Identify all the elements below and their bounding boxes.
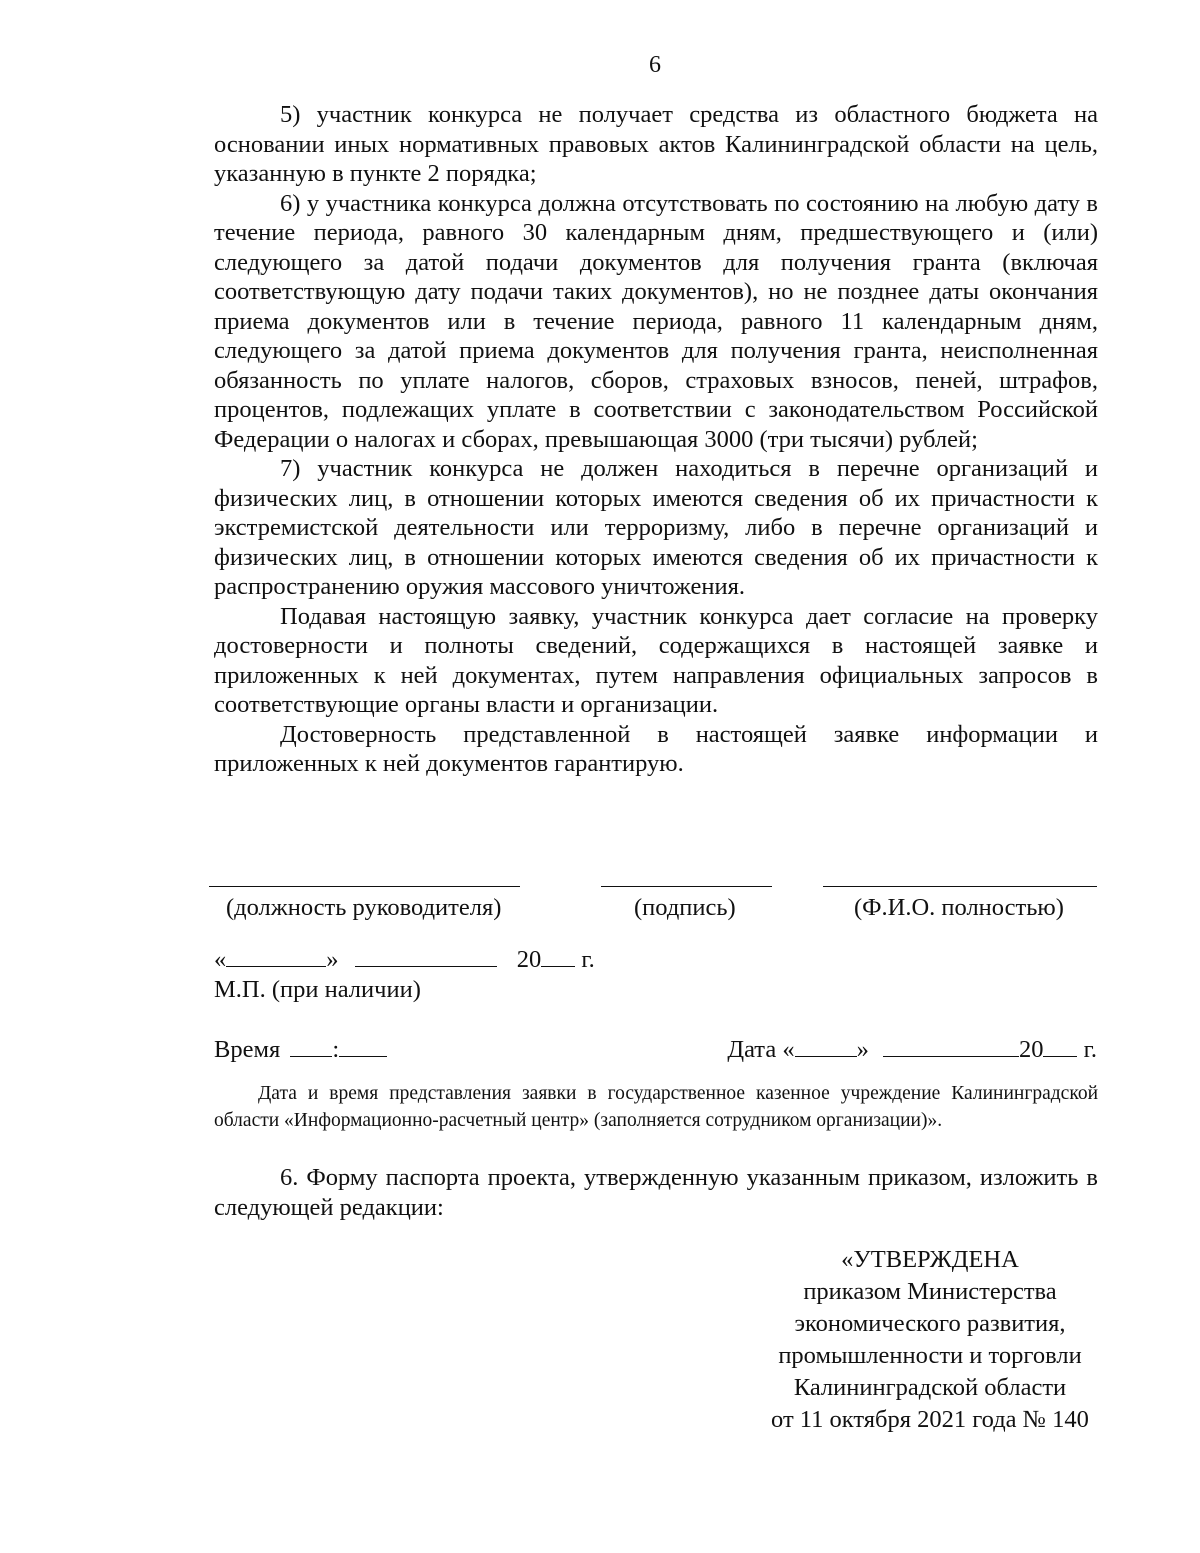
date-open-quote: « xyxy=(214,946,227,973)
signature-lines xyxy=(0,886,1200,888)
date2-year-blank xyxy=(1043,1034,1077,1057)
submission-date-row xyxy=(727,1034,1097,1064)
paragraph-item-6: 6) у участника конкурса должна отсутствовать по состоянию на любую дату в течение периода, равного 30 календарным дням, предшествующего и (или) следующего за датой подачи документов для получения гранта (включая соответствующую дату подачи таких документов), но не позднее даты окончания приема документов или в течение периода, равного 11 календарным дням, следующего за датой приема документов для получения гранта, неисполненная обязанность по уплате налогов, сборов, страховых взносов, пеней, штрафов, процентов, подлежащих уплате в соответствии с законодательством Российской Федерации о налогах и сборах, превышающая 3000 (три тысячи) рублей; xyxy=(214,189,1098,453)
approval-line-2: приказом Министерства xyxy=(803,1278,1057,1305)
approval-block xyxy=(720,1244,1140,1436)
approval-line-5: Калининградской области xyxy=(793,1374,1067,1401)
year-prefix: 20 xyxy=(516,946,542,973)
full-name-caption: (Ф.И.О. полностью) xyxy=(854,894,1064,921)
date2-close-quote: » xyxy=(856,1036,869,1063)
date2-year-prefix: 20 xyxy=(1018,1036,1044,1063)
minutes-blank xyxy=(339,1034,387,1057)
date2-month-blank xyxy=(883,1034,1019,1057)
position-caption: (должность руководителя) xyxy=(226,894,502,921)
signature-caption: (подпись) xyxy=(634,894,736,921)
approval-line-4: промышленности и торговли xyxy=(778,1342,1082,1369)
submission-time-row xyxy=(214,1034,387,1064)
hours-blank xyxy=(290,1034,332,1057)
month-blank xyxy=(355,944,497,967)
time-label: Время xyxy=(214,1036,281,1063)
document-body xyxy=(214,100,1098,779)
signing-date-row xyxy=(214,944,595,974)
paragraph-guarantee: Достоверность представленной в настоящей заявке информации и приложенных к ней документов гарантирую. xyxy=(214,720,1098,777)
date-close-quote: » xyxy=(326,946,339,973)
paragraph-consent: Подавая настоящую заявку, участник конкурса дает согласие на проверку достоверности и полноты сведений, содержащихся в настоящей заявке и приложенных к ней документах, путем направления официальных запросов в соответствующие органы власти и организации. xyxy=(214,602,1098,718)
approval-line-3: экономического развития, xyxy=(794,1310,1066,1337)
paragraph-item-5: 5) участник конкурса не получает средства из областного бюджета на основании иных нормативных правовых актов Калининградской области на цель, указанную в пункте 2 порядка; xyxy=(214,101,1098,187)
date2-label: Дата « xyxy=(727,1036,795,1063)
date2-year-suffix: г. xyxy=(1083,1036,1097,1063)
approval-title: «УТВЕРЖДЕНА xyxy=(841,1246,1019,1273)
position-signature-line xyxy=(209,886,520,887)
page-number: 6 xyxy=(649,52,661,78)
date2-day-blank xyxy=(795,1034,857,1057)
approval-line-6: от 11 октября 2021 года № 140 xyxy=(771,1406,1089,1433)
full-name-signature-line xyxy=(823,886,1097,887)
time-separator: : xyxy=(332,1036,340,1063)
year-suffix: г. xyxy=(581,946,595,973)
paragraph-item-6-form: 6. Форму паспорта проекта, утвержденную указанным приказом, изложить в следующей редакции: xyxy=(214,1164,1098,1221)
signature-line xyxy=(601,886,772,887)
submission-note: Дата и время представления заявки в государственное казенное учреждение Калининградской области «Информационно-расчетный центр» (заполняется сотрудником организации)». xyxy=(214,1083,1098,1131)
paragraph-item-7: 7) участник конкурса не должен находиться в перечне организаций и физических лиц, в отношении которых имеются сведения об их причастности к экстремистской деятельности или терроризму, либо в перечне организаций и физических лиц, в отношении которых имеются сведения об их причастности к распространению оружия массового уничтожения. xyxy=(214,455,1098,600)
day-blank xyxy=(226,944,326,967)
stamp-label: М.П. (при наличии) xyxy=(214,976,421,1003)
year-blank xyxy=(541,944,575,967)
